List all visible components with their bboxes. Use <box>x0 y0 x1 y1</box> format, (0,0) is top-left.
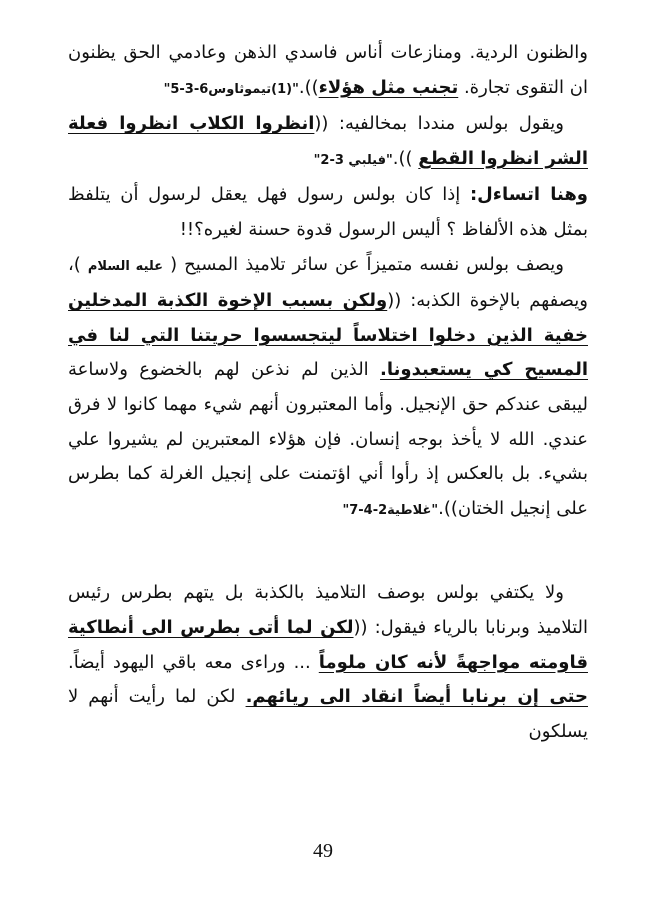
text-run: ولا يكتفي بولس بوصف التلاميذ بالكذبة بل يتهم بطرس رئيس التلاميذ وبرنابا بالرياء فيقول: (( <box>68 582 589 638</box>
text-run: إذا كان بولس رسول فهل يعقل لرسول أن يتلفظ بمثل هذه الألفاظ ؟ أليس الرسول قدوة حسنة لغيره؟!! <box>68 184 588 240</box>
text-run: الذين لم نذعن لهم بالخضوع ولاساعة ليبقى عندكم حق الإنجيل. وأما المعتبرون أنهم شيء مهما كانوا لا فرق عندي. الله لا يأخذ بوجه إنسان. فإن هؤلاء المعتبرين لم يشيروا علي بشيء. بل بالعكس إذ رأوا أني اؤتمنت على إنجيل الغرلة كما بطرس على إنجيل الختان)). <box>68 359 588 519</box>
text-run: ... وراءى معه باقي اليهود أيضاً. <box>68 651 319 673</box>
citation: "غلاطية2-4-7" <box>342 502 439 518</box>
text-run: )). <box>392 147 419 169</box>
citation: عليه السلام <box>87 258 164 274</box>
underlined-quote: لكن لما أتى بطرس الى أنطاكية قاومته مواجهةً لأنه كان ملوماً <box>68 616 588 673</box>
text-run: )). <box>298 76 319 98</box>
paragraph <box>68 248 588 529</box>
page-body <box>68 36 588 749</box>
text-run: ويقول بولس منددا بمخالفيه: (( <box>314 113 564 135</box>
citation: "(1)تيموثاوس6-3-5" <box>163 81 299 97</box>
text-run: ويصف بولس نفسه متميزاً عن سائر تلاميذ المسيح ( <box>163 253 564 275</box>
underlined-quote: حتى إن برنابا أيضاً انقاد الى ريائهم. <box>245 686 588 708</box>
text-run: )، ويصفهم بالإخوة الكذبه: (( <box>68 253 588 312</box>
text-run: والظنون الردية. ومنازعات أناس فاسدي الذهن وعادمي الحق يظنون ان التقوى تجارة. <box>68 42 588 98</box>
paragraph <box>68 576 588 749</box>
paragraph <box>68 178 588 247</box>
underlined-quote: ولكن بسبب الإخوة الكذبة المدخلين خفية الذين دخلوا اختلاساً ليتجسسوا حريتنا التي لنا في المسيح كي يستعبدونا. <box>68 290 589 381</box>
underlined-quote: انظروا الكلاب انظروا فعلة الشر انظروا القطع <box>68 113 588 169</box>
citation: "فيلبي 3-2" <box>313 152 393 168</box>
paragraph <box>68 107 588 178</box>
paragraph <box>68 36 588 107</box>
underlined-quote: تجنب مثل هؤلاء <box>318 76 459 98</box>
citation: وهنا اتساءل: <box>469 184 588 206</box>
page-number: 49 <box>313 840 333 862</box>
paragraph-gap <box>68 528 588 576</box>
text-run: لكن لما رأيت أنهم لا يسلكون <box>68 686 588 742</box>
